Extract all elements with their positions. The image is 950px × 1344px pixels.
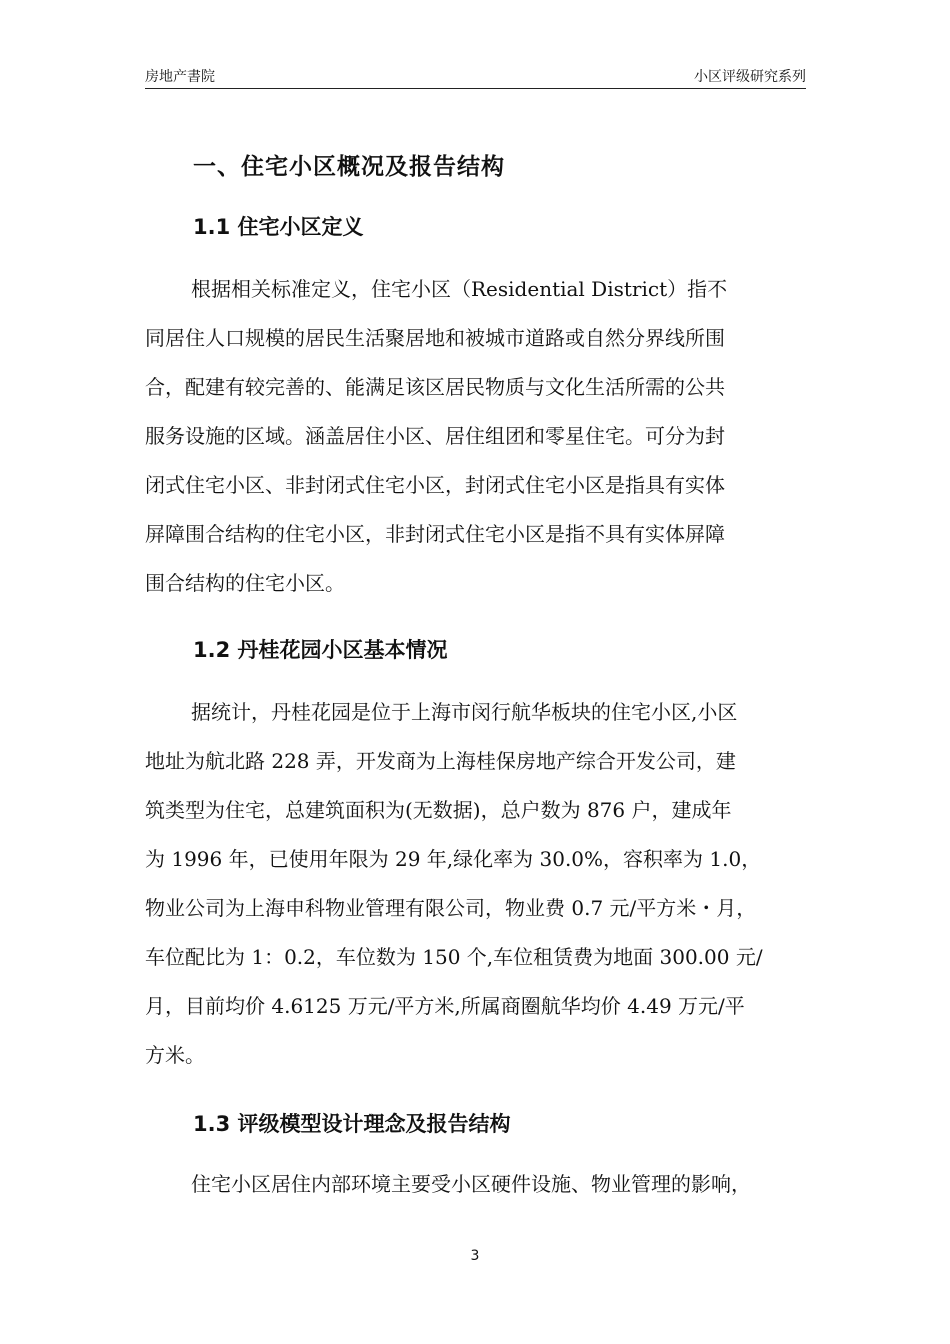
- paragraph-line: 屏障围合结构的住宅小区，非封闭式住宅小区是指不具有实体屏障: [145, 522, 725, 546]
- section-heading-1-1: 1.1 住宅小区定义: [193, 215, 364, 239]
- paragraph-line: 同居住人口规模的居民生活聚居地和被城市道路或自然分界线所围: [145, 326, 725, 350]
- section-paragraph-1-3: [145, 1160, 810, 1209]
- header-series-title: 小区评级研究系列: [694, 69, 806, 85]
- paragraph-line: 筑类型为住宅，总建筑面积为(无数据)，总户数为 876 户，建成年: [145, 798, 732, 822]
- paragraph-line: 月，目前均价 4.6125 万元/平方米,所属商圈航华均价 4.49 万元/平: [145, 994, 745, 1018]
- paragraph-line: 围合结构的住宅小区。: [145, 571, 345, 595]
- paragraph-line: 地址为航北路 228 弄，开发商为上海桂保房地产综合开发公司，建: [145, 749, 736, 773]
- paragraph-line: 服务设施的区域。涵盖居住小区、居住组团和零星住宅。可分为封: [145, 424, 725, 448]
- paragraph-line: 根据相关标准定义，住宅小区（Residential District）指不: [191, 277, 728, 301]
- header-publisher: 房地产書院: [145, 69, 215, 85]
- chapter-title: 一、住宅小区概况及报告结构: [193, 154, 505, 180]
- paragraph-line: 据统计，丹桂花园是位于上海市闵行航华板块的住宅小区,小区: [191, 700, 738, 724]
- section-heading-1-3: 1.3 评级模型设计理念及报告结构: [193, 1112, 511, 1136]
- section-heading-1-2: 1.2 丹桂花园小区基本情况: [193, 638, 448, 662]
- paragraph-line: 为 1996 年，已使用年限为 29 年,绿化率为 30.0%，容积率为 1.0，: [145, 847, 762, 871]
- section-paragraph-1-1: [145, 265, 810, 608]
- paragraph-line: 合，配建有较完善的、能满足该区居民物质与文化生活所需的公共: [145, 375, 725, 399]
- page-header: [145, 66, 806, 89]
- page-number: 3: [470, 1248, 480, 1264]
- paragraph-line: 车位配比为 1：0.2，车位数为 150 个,车位租赁费为地面 300.00 元/: [145, 945, 763, 969]
- paragraph-line: 物业公司为上海申科物业管理有限公司，物业费 0.7 元/平方米・月，: [145, 896, 757, 920]
- paragraph-line: 闭式住宅小区、非封闭式住宅小区，封闭式住宅小区是指具有实体: [145, 473, 725, 497]
- paragraph-line: 住宅小区居住内部环境主要受小区硬件设施、物业管理的影响，: [191, 1172, 751, 1196]
- paragraph-line: 方米。: [145, 1043, 205, 1067]
- section-paragraph-1-2: [145, 688, 810, 1080]
